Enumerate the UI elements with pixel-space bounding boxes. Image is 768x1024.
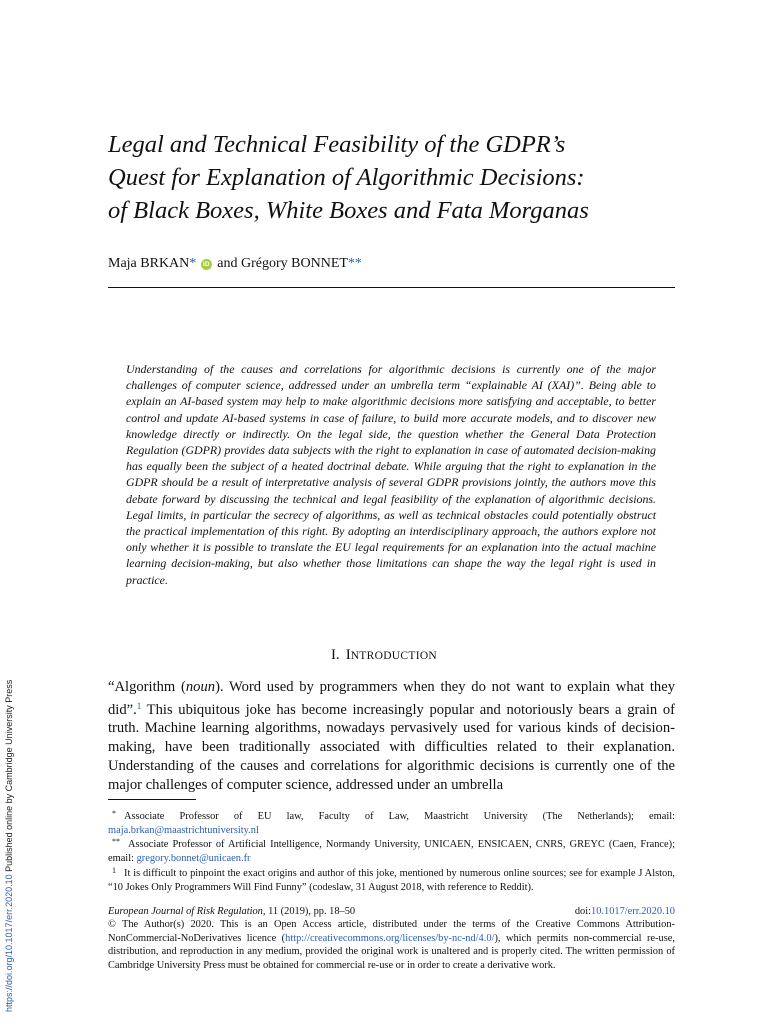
- author-2-mark[interactable]: **: [347, 256, 362, 271]
- side-doi-link[interactable]: https://doi.org/10.1017/err.2020.10: [4, 874, 14, 1012]
- footnote-text: Associate Professor of EU law, Faculty of Law, Maastricht University (The Netherlands); email:: [124, 811, 675, 822]
- doi: [575, 905, 675, 919]
- section-title-initial: I: [345, 647, 351, 663]
- introduction-paragraph: [108, 678, 675, 794]
- doi-link[interactable]: 10.1017/err.2020.10: [591, 906, 675, 917]
- footnote-divider: [108, 799, 196, 800]
- footnote-text: Associate Professor of Artificial Intelligence, Normandy University, UNICAEN, ENSICAEN, CNRS, GREYC (Caen, France); email:: [108, 839, 675, 864]
- footnote-mark: 1: [112, 866, 116, 875]
- footnote-mark: **: [112, 837, 120, 846]
- section-heading-introduction: [0, 647, 768, 664]
- section-title-rest: NTRODUCTION: [350, 650, 438, 662]
- footnote-author-2: [108, 835, 675, 865]
- copyright-text-1: © The Author(s) 2020. This is an Open Access article, distributed under the terms of the Creative Commons Attribution-NonCommercial-NoDerivatives licence (: [108, 919, 675, 944]
- journal-details: , 11 (2019), pp. 18–50: [262, 906, 356, 917]
- footnote-text: It is difficult to pinpoint the exact origins and author of this joke, mentioned by numerous online sources; see for example J Alston, “10 Jokes Only Programmers Will Find Funny” (codeslaw, 31 August 2018, with reference to Reddit).: [108, 868, 675, 893]
- title-line-1: Legal and Technical Feasibility of the GDPR’s: [108, 131, 566, 158]
- title-line-2: Quest for Explanation of Algorithmic Decisions:: [108, 164, 585, 191]
- footnote-author-1: [108, 807, 675, 837]
- orcid-icon[interactable]: iD: [201, 259, 212, 270]
- title-line-3: of Black Boxes, White Boxes and Fata Morganas: [108, 197, 589, 224]
- side-publication-note: [2, 662, 16, 1012]
- section-number: I.: [330, 647, 340, 663]
- body-text-part-1: “Algorithm (: [108, 679, 186, 695]
- copyright-text-2: ), which permits non-commercial re-use, distribution, and reproduction in any medium, provided the original work is unaltered and is properly cited. The written permission of Cambridge University Press must be obtained for commercial re-use or in order to create a derivative work.: [108, 932, 675, 971]
- author-line: [108, 256, 362, 272]
- footnote-ref-1[interactable]: 1: [136, 700, 142, 711]
- author-connector: and: [217, 256, 238, 271]
- article-title: [108, 128, 688, 227]
- footnote-1: [108, 864, 675, 894]
- body-text-part-3: This ubiquitous joke has become increasingly popular and notoriously bears a grain of truth. Machine learning algorithms, nowadays pervasively used for various kinds of decision-making, have been traditionally associated with difficulties related to their explanation. Understanding of the causes and correlations for algorithmic decisions is currently one of the major challenges of computer science, addressed under an umbrella: [108, 701, 675, 793]
- doi-prefix: doi:: [574, 906, 592, 917]
- copyright-notice: [108, 918, 675, 972]
- journal-citation: [108, 905, 675, 919]
- body-text-part-2: ). Word used by programmers when they do not want to explain what they did”.: [108, 679, 676, 718]
- abstract: Understanding of the causes and correlations for algorithmic decisions is currently one of the major challenges of computer science, addressed under an umbrella term “explainable AI (XAI)”. Being able to explain an AI-based system may help to make algorithmic decisions more satisfying and acceptable, to better control and update AI-based systems in case of failure, to build more accurate models, and to discover new knowledge directly or indirectly. On the legal side, the question whether the General Data Protection Regulation (GDPR) provides data subjects with the right to explanation in case of automated decision-making has equally been the subject of a heated doctrinal debate. While arguing that the right to explanation in the GDPR should be a result of interpretative analysis of several GDPR provisions jointly, the authors move this debate forward by discussing the technical and legal feasibility of the explanation of algorithmic decisions. Legal limits, in particular the secrecy of algorithms, as well as technical obstacles could potentially obstruct the practical implementation of this right. By adopting an interdisciplinary approach, the authors explore not only whether it is possible to translate the EU legal requirements for an explanation into the actual machine learning decision-making, but also whether those limitations can shape the way the legal right is used in practice.: [126, 362, 656, 587]
- footnote-mark: *: [112, 809, 116, 818]
- side-note-text: Published online by Cambridge University Press: [4, 679, 14, 875]
- email-link[interactable]: gregory.bonnet@unicaen.fr: [136, 852, 251, 864]
- license-link[interactable]: http://creativecommons.org/licenses/by-nc-nd/4.0/: [285, 932, 495, 944]
- email-link[interactable]: maja.brkan@maastrichtuniversity.nl: [108, 824, 259, 836]
- title-divider: [108, 287, 675, 288]
- journal-name: European Journal of Risk Regulation: [108, 906, 263, 917]
- author-1-name: Maja BRKAN: [108, 256, 190, 271]
- author-2-name: Grégory BONNET: [241, 256, 348, 271]
- body-text-noun: noun: [185, 679, 216, 695]
- author-1-mark[interactable]: *: [189, 256, 197, 271]
